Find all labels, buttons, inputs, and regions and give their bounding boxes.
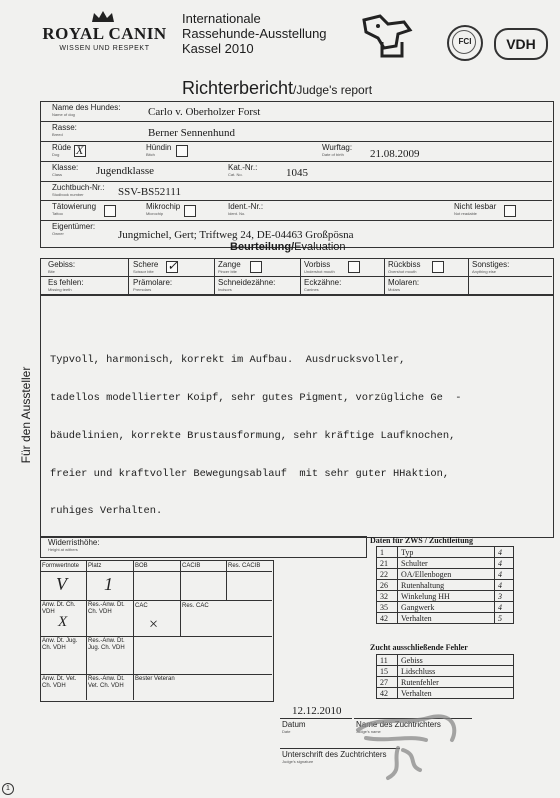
ident-label: Ident.-Nr.: Ident. No. — [228, 202, 264, 216]
anw-jug: Anw. Dt. Jug. Ch. VDH — [42, 638, 78, 651]
owner-value: Jungmichel, Gert; Triftweg 24, DE-04463 Großpösna — [118, 229, 354, 241]
zws-row: 42 Verhalten 5 — [377, 613, 514, 624]
name-label: Name des Hundes: Name of dog — [52, 103, 121, 117]
dob-value: 21.08.2009 — [370, 148, 420, 160]
cac-mark: × — [148, 616, 159, 633]
female-label: Hündin Bitch — [146, 143, 172, 157]
page-number: 1 — [2, 783, 14, 795]
scissor-checkbox[interactable]: ✓ — [167, 258, 178, 273]
pincer-checkbox[interactable] — [250, 261, 262, 273]
res-anw-vet: Res.-Anw. Dt. Vet. Ch. VDH — [88, 676, 125, 689]
anw-mark: X — [58, 614, 68, 630]
event-title — [182, 11, 327, 56]
studbook-label: Zuchtbuch-Nr.: Studbook number — [52, 183, 105, 197]
fault-row: 15 Lidschluss — [377, 666, 514, 677]
canine-label: Eckzähne: Canines — [304, 278, 342, 292]
owner-label: Eigentümer: Owner — [52, 222, 96, 236]
anw-vet: Anw. Dt. Vet. Ch. VDH — [42, 676, 77, 689]
fci-logo-text: FCI — [458, 37, 472, 46]
zws-row: 22 OA/Ellenbogen 4 — [377, 569, 514, 580]
overshot-checkbox[interactable] — [432, 261, 444, 273]
female-checkbox[interactable] — [176, 145, 188, 157]
zws-table — [376, 546, 514, 624]
evaluation-line-1: Typvoll, harmonisch, korrekt im Aufbau. Ausdrucksvoller, — [50, 354, 406, 367]
title-main: Richterbericht — [182, 78, 294, 98]
dog-head-logo-icon — [358, 12, 420, 60]
formwert-value: V — [56, 574, 67, 594]
unreadable-checkbox[interactable] — [504, 205, 516, 217]
page-title — [182, 78, 372, 99]
breed-value: Berner Sennenhund — [148, 127, 236, 139]
height-label: Widerristhöhe: Height at withers — [48, 538, 100, 552]
fault-row: 27 Rutenfehler — [377, 677, 514, 688]
event-line-2: Rassehunde-Ausstellung — [182, 26, 327, 41]
zws-row: 1 Typ 4 — [377, 547, 514, 558]
evaluation-line-4: freier und kraftvoller Bewegungsablauf mit sehr guter HHaktion, — [50, 467, 450, 480]
fault-row: 42 Verhalten — [377, 688, 514, 699]
microchip-label: Mikrochip Microchip — [146, 202, 181, 216]
other-label: Sonstiges: Anything else — [472, 260, 510, 274]
platz-header: Platz — [88, 563, 102, 569]
zws-row: 35 Gangwerk 4 — [377, 602, 514, 613]
evaluation-line-2: tadellos modellierter Koipf, sehr gutes Pigment, vorzügliche Ge - — [50, 391, 462, 404]
pincer-label: Zange Pincer bite — [218, 260, 241, 274]
undershot-checkbox[interactable] — [348, 261, 360, 273]
royal-canin-logo — [42, 10, 167, 56]
signature-scribble-icon — [348, 700, 468, 785]
breed-label: Rasse: Breed — [52, 123, 77, 137]
dog-name: Carlo v. Oberholzer Forst — [148, 106, 261, 118]
bob-header: BOB — [135, 563, 148, 569]
res-anw-jug: Res.-Anw. Dt. Jug. Ch. VDH — [88, 638, 125, 651]
res-cacib-header: Res. CACIB — [228, 563, 261, 569]
res-cac-label: Res. CAC — [182, 603, 209, 609]
crown-icon — [90, 10, 116, 24]
tattoo-label: Tätowierung Tattoo — [52, 202, 97, 216]
evaluation-heading: Beurteilung/Evaluation — [230, 241, 346, 253]
dob-label: Wurftag: Date of birth — [322, 143, 353, 157]
bite-label: Gebiss: Bite — [48, 260, 76, 274]
class-value: Jugendklasse — [96, 165, 155, 177]
anw-dt-ch-vdh: Anw. Dt. Ch. VDH — [42, 602, 76, 615]
incisor-label: Schneidezähne: Incisors — [218, 278, 276, 292]
brand-tagline: WISSEN UND RESPEKT — [59, 45, 150, 52]
unreadable-label: Nicht lesbar Not readable — [454, 202, 497, 216]
title-sub: /Judge's report — [293, 83, 373, 97]
male-checkbox[interactable]: X — [74, 145, 86, 157]
formwertnote-header: Formwertnote — [42, 563, 80, 569]
cacib-header: CACIB — [182, 563, 201, 569]
res-anw-dt-ch-vdh: Res.-Anw. Dt. Ch. VDH — [88, 602, 125, 615]
vdh-logo-text: VDH — [506, 36, 536, 52]
zws-row: 32 Winkelung HH 3 — [377, 591, 514, 602]
judge-signature-label: Unterschrift des Zuchtrichters Judge's signature — [282, 750, 387, 764]
catno-label: Kat.-Nr.: Cat. No. — [228, 163, 258, 177]
studbook-value: SSV-BS52111 — [118, 186, 181, 198]
faults-table — [376, 654, 514, 699]
evaluation-text — [50, 329, 462, 531]
overshot-label: Rückbiss Overshot mouth — [388, 260, 421, 274]
zws-heading: Daten für ZWS / Zuchtleitung — [370, 536, 473, 545]
fci-logo — [447, 25, 483, 61]
undershot-label: Vorbiss Undershot mouth — [304, 260, 335, 274]
brand-name: ROYAL CANIN — [42, 24, 167, 43]
date-value: 12.12.2010 — [292, 705, 342, 717]
platz-value: 1 — [104, 574, 113, 594]
premolar-label: Prämolare: Premolars — [133, 278, 173, 292]
date-label: Datum Date — [282, 720, 306, 734]
zws-row: 26 Rutenhaltung 4 — [377, 580, 514, 591]
event-line-1: Internationale — [182, 11, 261, 26]
molar-label: Molaren: Molars — [388, 278, 420, 292]
male-label: Rüde Dog — [52, 143, 72, 157]
tattoo-checkbox[interactable] — [104, 205, 116, 217]
scissor-label: Schere Scissor bite — [133, 260, 159, 274]
faults-heading: Zucht ausschließende Fehler — [370, 643, 468, 652]
zws-row: 21 Schulter 4 — [377, 558, 514, 569]
best-veteran: Bester Veteran — [135, 676, 175, 682]
event-line-3: Kassel 2010 — [182, 41, 254, 56]
cac-label: CAC — [135, 603, 148, 609]
class-label: Klasse: Class — [52, 163, 79, 177]
judge-name-label: Name des Zuchtrichters Judge's name — [356, 720, 441, 734]
evaluation-line-5: ruhiges Verhalten. — [50, 505, 163, 518]
microchip-checkbox[interactable] — [184, 205, 196, 217]
missing-label: Es fehlen: Missing teeth — [48, 278, 84, 292]
catno-value: 1045 — [286, 167, 308, 179]
vdh-logo — [494, 28, 548, 60]
fault-row: 11 Gebiss — [377, 655, 514, 666]
evaluation-line-3: bäudelinien, korrekte Brustausformung, sehr kräftige Laufknochen, — [50, 429, 456, 442]
exhibitor-side-label: Für den Aussteller — [19, 366, 33, 464]
